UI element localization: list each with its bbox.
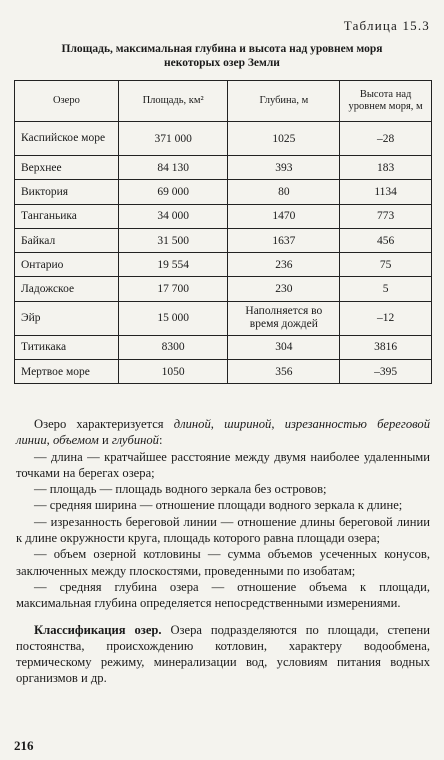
- intro-paragraph: [16, 416, 430, 449]
- table-row: [15, 156, 432, 180]
- cell-elevation: 183: [340, 156, 432, 180]
- table-caption: [20, 42, 424, 70]
- table-row: [15, 277, 432, 301]
- cell-lake: Верхнее: [15, 156, 119, 180]
- cell-depth: 304: [228, 335, 340, 359]
- term-volume: объемом: [52, 433, 99, 448]
- cell-lake: Титикака: [15, 335, 119, 359]
- cell-area: 69 000: [118, 180, 228, 204]
- cell-lake: Байкал: [15, 228, 119, 252]
- intro-separator: и: [98, 433, 112, 448]
- classification-paragraph: [16, 622, 430, 687]
- intro-text: Озеро характеризуется: [34, 417, 174, 431]
- cell-area: 8300: [118, 335, 228, 359]
- cell-depth: 236: [228, 253, 340, 277]
- cell-lake: Виктория: [15, 180, 119, 204]
- cell-elevation: –12: [340, 301, 432, 335]
- cell-lake: Ладожское: [15, 277, 119, 301]
- table-row: [15, 204, 432, 228]
- cell-lake: Эйр: [15, 301, 119, 335]
- intro-separator: ,: [210, 417, 225, 431]
- cell-lake: Каспийское море: [15, 122, 119, 156]
- cell-elevation: 5: [340, 277, 432, 301]
- definition-item-width: — средняя ширина — отношение площади водного зеркала к длине;: [34, 498, 403, 513]
- definition-item-volume: — объем озерной котловины — сумма объемов усеченных конусов, заключенных между плоскостями, проведенными по изобатам;: [16, 547, 430, 578]
- cell-area: 17 700: [118, 277, 228, 301]
- cell-lake: Онтарио: [15, 253, 119, 277]
- cell-area: 34 000: [118, 204, 228, 228]
- definition-item-area: — площадь — площадь водного зеркала без островов;: [34, 482, 327, 497]
- intro-end: :: [158, 433, 163, 448]
- table-row: [15, 180, 432, 204]
- cell-lake: Танганьика: [15, 204, 119, 228]
- classification-text: Озера подразделяются по площади, степени постоянства, происхождению котловин, характеру водообмена, термическому режиму, минерализации вод, условиям питания водных организмов и др.: [16, 622, 430, 686]
- cell-area: 31 500: [118, 228, 228, 252]
- cell-elevation: 773: [340, 204, 432, 228]
- cell-depth: 230: [228, 277, 340, 301]
- term-depth: глубиной: [111, 433, 159, 448]
- cell-depth: 1025: [228, 122, 340, 156]
- lakes-table: [14, 80, 432, 384]
- definition-item-length: — длина — кратчайшее расстояние между двумя наиболее удаленными точками на берегах озера;: [16, 449, 430, 480]
- cell-elevation: 75: [340, 253, 432, 277]
- cell-area: 15 000: [118, 301, 228, 335]
- cell-elevation: –395: [340, 360, 432, 384]
- term-shoreline: изрезанностью береговой линии: [16, 417, 431, 448]
- table-header-row: [15, 81, 432, 122]
- column-header-lake: Озеро: [15, 81, 119, 122]
- cell-depth: Наполняется во время дождей: [228, 301, 340, 335]
- cell-elevation: –28: [340, 122, 432, 156]
- cell-area: 1050: [118, 360, 228, 384]
- intro-separator: ,: [271, 417, 285, 431]
- intro-separator: ,: [46, 433, 53, 448]
- term-length: длиной: [173, 417, 211, 431]
- table-row: [15, 122, 432, 156]
- table-row: [15, 301, 432, 335]
- table-row: [15, 335, 432, 359]
- term-width: шириной: [224, 417, 272, 431]
- table-row: [15, 360, 432, 384]
- page-number: 216: [14, 738, 34, 753]
- cell-depth: 393: [228, 156, 340, 180]
- table-row: [15, 253, 432, 277]
- cell-lake: Мертвое море: [15, 360, 119, 384]
- table-row: [15, 228, 432, 252]
- definition-item-shoreline: — изрезанность береговой линии — отношение длины береговой линии к длине окружности круга, площадь которого равна площади озера;: [16, 514, 430, 546]
- body-text: [16, 416, 430, 687]
- classification-heading: Классификация озер.: [34, 622, 162, 637]
- cell-area: 19 554: [118, 253, 228, 277]
- cell-elevation: 456: [340, 228, 432, 252]
- definition-item-mean-depth: — средняя глубина озера — отношение объема к площади, максимальная глубина определяется непосредственными измерениями.: [16, 579, 430, 611]
- cell-depth: 356: [228, 360, 340, 384]
- cell-elevation: 3816: [340, 335, 432, 359]
- column-header-elevation: Высота над уровнем моря, м: [340, 81, 432, 122]
- column-header-depth: Глубина, м: [228, 81, 340, 122]
- caption-line-1: Площадь, максимальная глубина и высота над уровнем моря: [61, 43, 383, 55]
- cell-depth: 1637: [228, 228, 340, 252]
- cell-depth: 1470: [228, 204, 340, 228]
- caption-line-2: некоторых озер Земли: [164, 57, 280, 69]
- table-number-label: Таблица 15.3: [343, 18, 430, 33]
- cell-area: 371 000: [118, 122, 228, 156]
- cell-area: 84 130: [118, 156, 228, 180]
- cell-depth: 80: [228, 180, 340, 204]
- column-header-area: Площадь, км²: [118, 81, 228, 122]
- cell-elevation: 1134: [340, 180, 432, 204]
